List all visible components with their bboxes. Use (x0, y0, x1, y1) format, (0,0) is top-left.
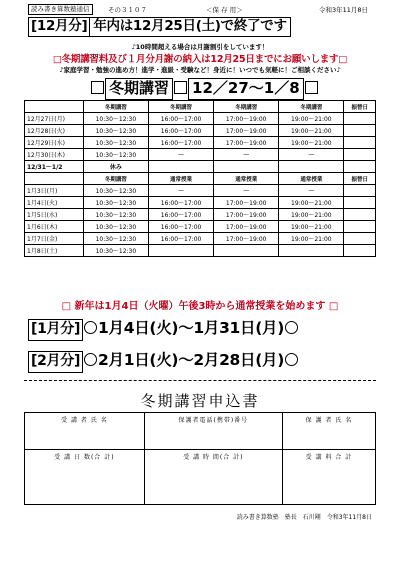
schedule-cell: 10:30〜12:30 (83, 221, 148, 233)
issue-number: その３１０７ (108, 6, 147, 14)
schedule-cell: 16:00〜17:00 (148, 137, 213, 149)
schedule-cell: 10:30〜12:30 (83, 197, 148, 209)
keep-label: ＜保 存 用＞ (206, 6, 243, 14)
schedule-cell: 17:00〜19:00 (214, 209, 279, 221)
schedule-cell: 10:30〜12:30 (83, 137, 148, 149)
schedule-cell: 通常授業 (214, 173, 279, 185)
schedule-cell (279, 245, 344, 257)
schedule-cell: 19:00〜21:00 (279, 221, 344, 233)
schedule-date-cell (25, 173, 84, 185)
schedule-date-cell: 1月6日(木) (25, 221, 84, 233)
schedule-date-cell: 12月30日(木) (25, 149, 84, 161)
schedule-cell: 冬期講習 (83, 101, 148, 113)
schedule-cell: 通常授業 (279, 173, 344, 185)
total-hours-field[interactable]: 受 講 時 間(合 計) (144, 450, 282, 505)
schedule-cell (214, 245, 279, 257)
square-mark-icon (174, 81, 187, 94)
schedule-cell (344, 137, 376, 149)
schedule-cell: 17:00〜19:00 (214, 197, 279, 209)
schedule-cell (344, 149, 376, 161)
application-form (24, 412, 376, 505)
schedule-cell: 16:00〜17:00 (148, 125, 213, 137)
application-title: 冬期講習申込書 (140, 392, 260, 410)
schedule-row (25, 161, 376, 173)
schedule-cell: — (148, 149, 213, 161)
schedule-date-cell: 1月8日(土) (25, 245, 84, 257)
january-label: [1月分] (28, 319, 83, 341)
schedule-cell: 17:00〜19:00 (214, 125, 279, 137)
schedule-cell (344, 221, 376, 233)
range-dash: 〜 (178, 351, 194, 369)
winter-course-title (90, 78, 350, 100)
schedule-header-row (25, 173, 376, 185)
schedule-cell: 16:00〜17:00 (148, 113, 213, 125)
schedule-cell: 19:00〜21:00 (279, 113, 344, 125)
schedule-cell: 19:00〜21:00 (279, 209, 344, 221)
consult-note: ♪家庭学習・勉強の進め方！進学・進級・受験など！身近に！いつでも気軽に！ご相談ください♪ (59, 66, 341, 74)
circle-mark-icon (84, 321, 97, 334)
schedule-cell: 16:00〜17:00 (148, 209, 213, 221)
winter-course-label: 冬期講習 (105, 78, 173, 100)
schedule-cell (344, 185, 376, 197)
schedule-row (25, 149, 376, 161)
schedule-row (25, 197, 376, 209)
square-mark-icon (91, 81, 104, 94)
schedule-cell (344, 197, 376, 209)
schedule-cell: 冬期講習 (83, 173, 148, 185)
circle-mark-icon (84, 353, 97, 366)
guardian-phone-field[interactable]: 保護者電話(携帯)番号 (144, 413, 282, 450)
schedule-cell: — (148, 185, 213, 197)
february-label: [2月分] (28, 351, 83, 373)
newyear-notice: □ 新年は1月4日（火曜）午後3時から通常授業を始めます □ (61, 301, 339, 312)
circle-mark-icon (285, 321, 298, 334)
schedule-cell: 10:30〜12:30 (83, 185, 148, 197)
schedule-cell: 17:00〜19:00 (214, 113, 279, 125)
schedule-row (25, 245, 376, 257)
schedule-cell (279, 161, 344, 173)
schedule-header-row (25, 101, 376, 113)
schedule-cell: 10:30〜12:30 (83, 125, 148, 137)
schedule-cell: 冬期講習 (279, 101, 344, 113)
schedule-row (25, 221, 376, 233)
payment-note: □冬期講習料及び１月分月謝の納入は12月25日までにお願いします□ (52, 54, 348, 65)
guardian-name-field[interactable]: 保 護 者 氏 名 (282, 413, 375, 450)
schedule-date-cell: 12月29日(水) (25, 137, 84, 149)
schedule-cell: 冬期講習 (148, 101, 213, 113)
closing-title (28, 17, 368, 39)
schedule-date-cell: 1月7日(金) (25, 233, 84, 245)
schedule-cell: 10:30〜12:30 (83, 209, 148, 221)
schedule-date-cell: 1月5日(水) (25, 209, 84, 221)
range-dash: 〜 (178, 319, 194, 337)
schedule-cell (344, 245, 376, 257)
schedule-cell: 19:00〜21:00 (279, 125, 344, 137)
schedule-cell: — (214, 185, 279, 197)
schedule-date-cell: 12月28日(火) (25, 125, 84, 137)
student-name-field[interactable]: 受 講 者 氏 名 (25, 413, 145, 450)
schedule-cell (344, 125, 376, 137)
schedule-cell (148, 245, 213, 257)
schedule-date-cell: 12月27日(月) (25, 113, 84, 125)
schedule-cell: 16:00〜17:00 (148, 221, 213, 233)
newsletter-header (28, 4, 368, 16)
schedule-cell (344, 233, 376, 245)
schedule-cell: 10:30〜12:30 (83, 113, 148, 125)
schedule-cell: — (214, 149, 279, 161)
total-days-field[interactable]: 受 講 日 数(合 計) (25, 450, 145, 505)
closing-text: 年内は12月25日(土)で終了です (90, 17, 290, 37)
january-period (28, 317, 368, 339)
schedule-row (25, 137, 376, 149)
schedule-cell (214, 161, 279, 173)
schedule-cell: 16:00〜17:00 (148, 197, 213, 209)
schedule-cell: 振替日 (344, 173, 376, 185)
schedule-row (25, 209, 376, 221)
square-mark-icon (305, 81, 318, 94)
schedule-row (25, 233, 376, 245)
schedule-row (25, 185, 376, 197)
cut-line (24, 380, 376, 381)
schedule-cell: — (279, 149, 344, 161)
schedule-cell: 通常授業 (148, 173, 213, 185)
schedule-row (25, 113, 376, 125)
schedule-cell: 17:00〜19:00 (214, 137, 279, 149)
schedule-cell: 冬期講習 (214, 101, 279, 113)
schedule-cell: 振替日 (344, 101, 376, 113)
schedule-row (25, 125, 376, 137)
schedule-cell: — (279, 185, 344, 197)
february-end: 2月28日(月) (193, 351, 285, 369)
schedule-table (24, 100, 376, 257)
january-start: 1月4日(火) (98, 319, 179, 337)
schedule-cell: 16:00〜17:00 (148, 233, 213, 245)
schedule-cell: 10:30〜12:30 (83, 233, 148, 245)
schedule-cell (148, 161, 213, 173)
schedule-cell: 休み (83, 161, 148, 173)
february-period (28, 349, 368, 371)
january-end: 1月31日(月) (193, 319, 285, 337)
schedule-cell: 10:30〜12:30 (83, 245, 148, 257)
schedule-cell: 17:00〜19:00 (214, 221, 279, 233)
february-start: 2月1日(火) (98, 351, 179, 369)
schedule-cell (344, 161, 376, 173)
schedule-cell (344, 113, 376, 125)
schedule-cell (344, 209, 376, 221)
schedule-cell: 19:00〜21:00 (279, 197, 344, 209)
newsletter-tag: 読み書き算数塾通信 (28, 4, 93, 15)
total-fee-field[interactable]: 受 講 料 合 計 (282, 450, 375, 505)
schedule-date-cell: 12/31〜1/2 (25, 161, 84, 173)
circle-mark-icon (285, 353, 298, 366)
schedule-date-cell (25, 101, 84, 113)
schedule-cell: 19:00〜21:00 (279, 233, 344, 245)
schedule-date-cell: 1月3日(月) (25, 185, 84, 197)
schedule-date-cell: 1月4日(火) (25, 197, 84, 209)
winter-course-range: 12／27〜1／8 (188, 78, 304, 100)
discount-note: ♪10時間超える場合は月謝割引をしています！ (131, 43, 269, 51)
schedule-cell: 17:00〜19:00 (214, 233, 279, 245)
schedule-cell: 10:30〜12:30 (83, 149, 148, 161)
footer-signature: 読み書き算数塾 塾長 石川剛 令和3年11月8日 (236, 514, 372, 521)
issue-date: 令和3年11月8日 (318, 6, 368, 14)
schedule-cell: 19:00〜21:00 (279, 137, 344, 149)
closing-month-label: [12月分] (28, 17, 90, 37)
